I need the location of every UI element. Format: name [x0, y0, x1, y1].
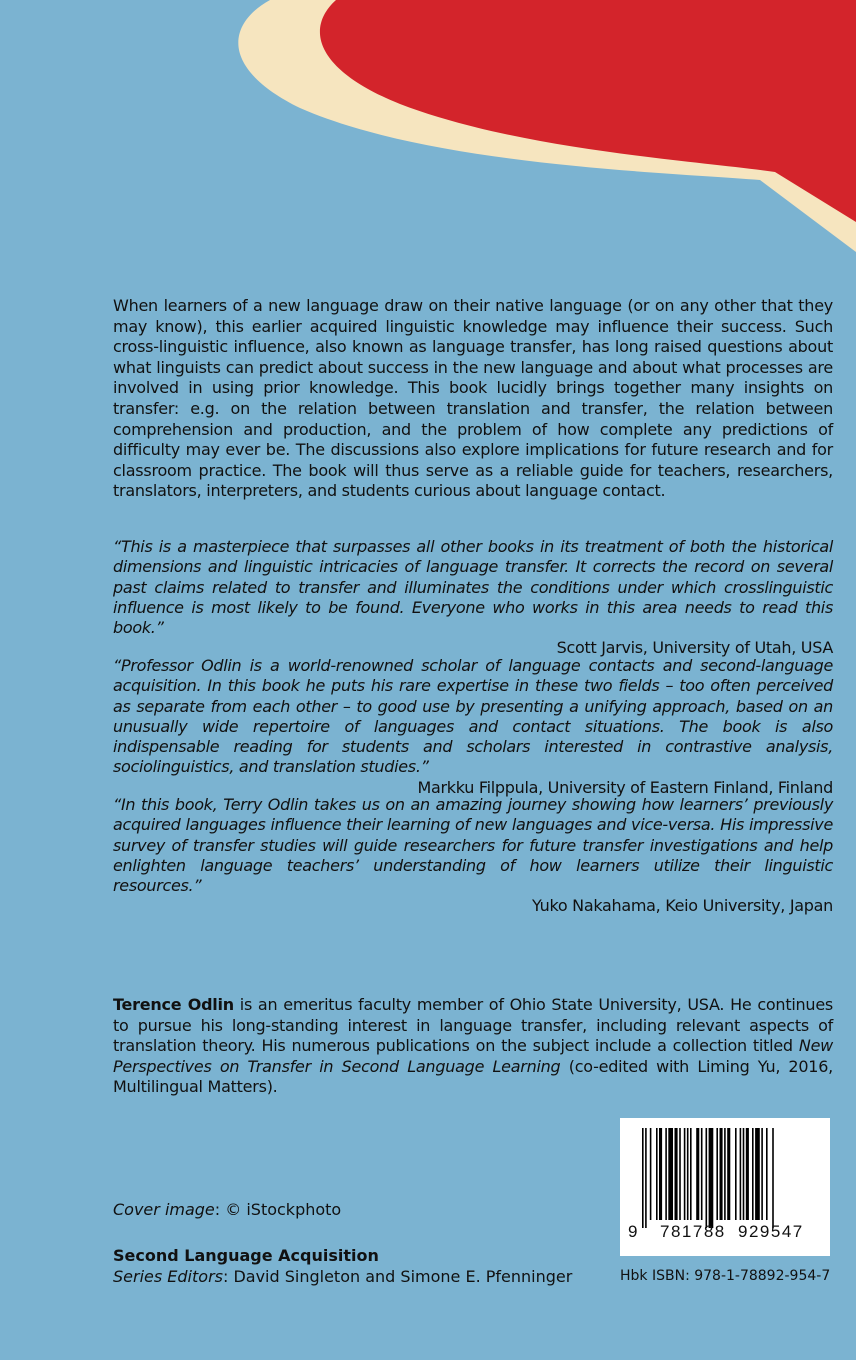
barcode-bar [701, 1128, 703, 1220]
barcode-bar [720, 1128, 723, 1220]
barcode-bar [709, 1128, 714, 1228]
barcode-bar [679, 1128, 681, 1220]
endorsement-attribution: Scott Jarvis, University of Utah, USA [556, 638, 833, 658]
barcode-bar [727, 1128, 730, 1220]
barcode-first-digit: 9 [628, 1222, 639, 1241]
series-editors-label: Series Editors [113, 1267, 223, 1286]
endorsement-attribution: Yuko Nakahama, Keio University, Japan [532, 896, 833, 916]
barcode-bar [716, 1128, 718, 1220]
isbn-number: Hbk ISBN: 978-1-78892-954-7 [620, 1268, 831, 1284]
speech-bubble-graphic [0, 0, 856, 260]
isbn-barcode [620, 1118, 830, 1256]
barcode-bar [724, 1128, 726, 1220]
barcode-bar [659, 1128, 662, 1220]
barcode-bar [665, 1128, 667, 1220]
endorsement-2 [113, 656, 833, 798]
book-description: When learners of a new language draw on their native language (or on any other that they may know), this earlier acquired linguistic knowledge may influence their success. Such cross-linguistic influence, also known as language transfer, has long raised questions about what linguists can predict about success in the new language and about what processes are involved in using prior knowledge. This book lucidly brings together many insights on transfer: e.g. on the relation between translation and transfer, the relation between comprehension and production, and the problem of how complete any predictions of difficulty may ever be. The discussions also explore implications for future research and for classroom practice. The book will thus serve as a reliable guide for teachers, researchers, translators, interpreters, and students curious about language contact. [113, 296, 833, 501]
barcode-bar [687, 1128, 689, 1220]
endorsement-attribution: Markku Filppula, University of Eastern Finland, Finland [417, 777, 833, 797]
barcode-bar [690, 1128, 692, 1220]
barcode-bar [772, 1128, 774, 1228]
barcode-bar [656, 1128, 658, 1220]
barcode-bar [766, 1128, 768, 1220]
barcode-bar [740, 1128, 742, 1220]
related-book-title: New Perspectives on Transfer in Second Language Learning [113, 1036, 833, 1076]
endorsement-quote: “This is a masterpiece that surpasses all other books in its treatment of both the historical dimensions and linguistic intricacies of language transfer. It corrects the record on several past claims related to transfer and illuminates the conditions under which crosslinguistic influence is most likely to be found. Everyone who works in this area needs to read this book.” [113, 537, 833, 638]
barcode-bar [752, 1128, 754, 1220]
barcode-bar [746, 1128, 749, 1220]
author-name: Terence Odlin [113, 995, 234, 1014]
barcode-bar [645, 1128, 647, 1228]
barcode-bar [735, 1128, 737, 1220]
barcode-bar [650, 1128, 652, 1220]
barcode-bar [743, 1128, 745, 1220]
author-bio [113, 995, 833, 1098]
barcode-bar [684, 1128, 686, 1220]
barcode-bar [675, 1128, 678, 1220]
endorsement-3 [113, 795, 833, 917]
cover-credit-value: : © iStockphoto [214, 1200, 342, 1219]
cover-credit-label: Cover image [113, 1200, 215, 1219]
author-bio-text-end: (co-edited with Liming Yu, 2016, Multilingual Matters). [113, 1056, 833, 1097]
barcode-bar [755, 1128, 760, 1220]
series-info [113, 1245, 572, 1287]
endorsement-1 [113, 537, 833, 659]
barcode-bar [668, 1128, 673, 1220]
endorsement-quote: “Professor Odlin is a world-renowned scholar of language contacts and second-language acquisition. In this book he puts his rare expertise in these two fields – too often perceived as separate from each other – to good use by presenting a unifying approach, based on an unusually wide repertoire of languages and contact situations. The book is also indispensable reading for students and scholars interested in contrastive analysis, sociolinguistics, and translation studies.” [113, 656, 833, 777]
cover-credit [113, 1200, 341, 1219]
barcode-bar [642, 1128, 644, 1228]
author-bio-text: is an emeritus faculty member of Ohio State University, USA. He continues to pursue his long-standing interest in language transfer, including relevant aspects of translation theory. His numerous publications on the subject include a collection titled [113, 995, 834, 1056]
series-editors: : David Singleton and Simone E. Pfenninger [222, 1267, 573, 1286]
barcode-bar [696, 1128, 699, 1220]
endorsement-quote: “In this book, Terry Odlin takes us on an amazing journey showing how learners’ previously acquired languages influence their learning of new languages and vice-versa. His impressive survey of transfer studies will guide researchers for future transfer investigations and help enlighten language teachers’ understanding of how learners utilize their linguistic resources.” [113, 795, 833, 896]
barcode-bar [706, 1128, 708, 1228]
barcode-digit-group-2: 929547 [738, 1222, 804, 1241]
barcode-digit-group-1: 781788 [660, 1222, 726, 1241]
barcode-bar [761, 1128, 763, 1220]
series-name: Second Language Acquisition [113, 1246, 379, 1265]
